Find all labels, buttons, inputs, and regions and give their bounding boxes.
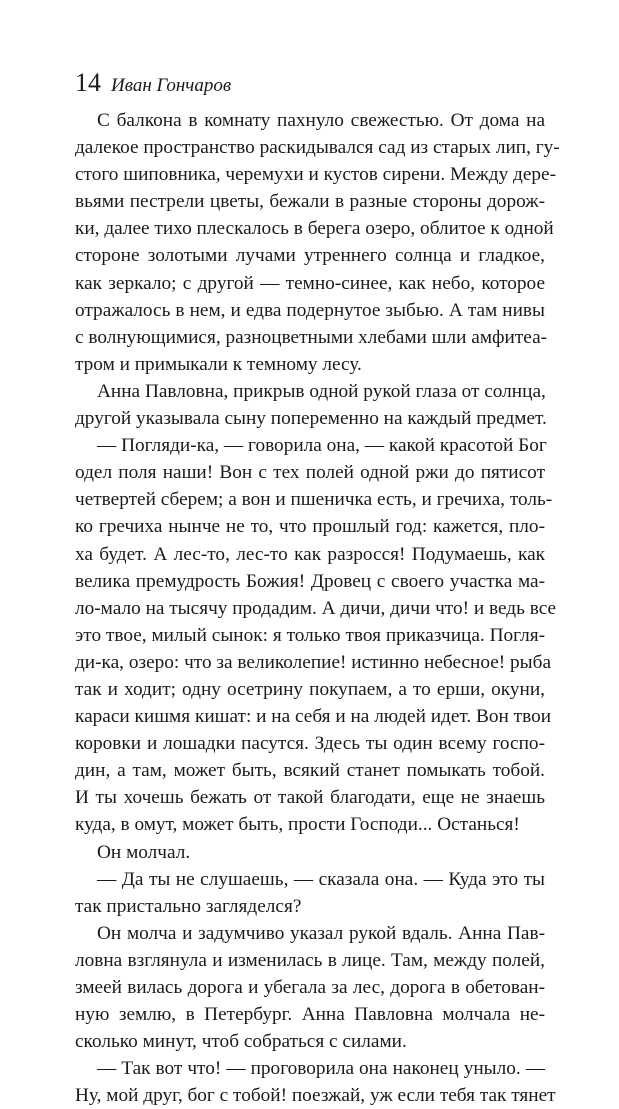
text-line: С балкона в комнату пахнуло свежестью. От дома на <box>97 110 545 131</box>
running-head-author: Иван Гончаров <box>111 75 232 96</box>
text-line: ко гречиха нынче не то, что прошлый год: кажется, пло- <box>75 516 545 538</box>
text-line: так пристально загляделся? <box>75 895 302 917</box>
text-line: далекое пространство раскидывался сад из старых лип, гу- <box>75 137 560 159</box>
text-line: Анна Павловна, прикрыв одной рукой глаза от солнца, <box>97 380 546 402</box>
text-line: Он молча и задумчиво указал рукой вдаль. Анна Пав- <box>97 922 545 944</box>
text-line: сколько минут, чтоб собраться с силами. <box>75 1031 407 1053</box>
text-line: ха будет. А лес-то, лес-то как разросся! Подумаешь, как <box>75 543 545 565</box>
text-line: куда, в омут, может быть, прости Господи... Останься! <box>75 814 520 836</box>
text-line: как зеркало; с другой — темно-синее, как небо, которое <box>75 272 545 294</box>
text-line: — Погляди-ка, — говорила она, — какой красотой Бог <box>97 435 547 457</box>
text-line: стороне золотыми лучами утреннего солнца и гладкое, <box>75 245 545 267</box>
running-head <box>75 68 231 101</box>
text-line: дин, а там, может быть, всякий станет помыкать тобой. <box>75 760 545 782</box>
text-line: ки, далее тихо плескалось в берега озеро, облитое к одной <box>75 218 554 240</box>
text-line: коровки и лошадки пасутся. Здесь ты один всему госпо- <box>75 733 545 755</box>
text-line: это твое, милый сынок: я только твоя приказчица. Погля- <box>75 624 545 646</box>
text-line: ло-мало на тысячу продадим. А дичи, дичи что! и ведь все <box>75 597 557 619</box>
text-line: велика премудрость Божия! Дровец с своего участка ма- <box>75 570 545 592</box>
text-line: Ну, мой друг, бог с тобой! поезжай, уж если тебя так тянет <box>75 1085 556 1107</box>
text-line: одел поля наши! Вон с тех полей одной ржи до пятисот <box>75 462 545 484</box>
text-line: отражалось в нем, и едва подернутое зыбью. А там нивы <box>75 299 545 321</box>
text-line: Он молчал. <box>97 841 191 863</box>
text-line: ную землю, в Петербург. Анна Павловна молчала не- <box>75 1004 545 1026</box>
text-line: другой указывала сыну попеременно на каждый предмет. <box>75 408 547 430</box>
text-line: ди-ка, озеро: что за великолепие! истинно небесное! рыба <box>75 651 552 673</box>
text-line: стого шиповника, черемухи и кустов сирени. Между дере- <box>75 164 557 186</box>
text-line: — Так вот что! — проговорила она наконец уныло. — <box>97 1058 545 1080</box>
page-number: 14 <box>75 68 101 97</box>
body-text <box>75 107 560 1109</box>
text-line: так и ходит; одну осетрину покупаем, а то ерши, окуни, <box>75 678 545 700</box>
text-line: ловна взглянула и изменилась в лице. Там, между полей, <box>75 949 545 971</box>
text-line: караси кишмя кишат: и на себя и на людей идет. Вон твои <box>75 706 552 728</box>
text-line: четвертей сберем; а вон и пшеничка есть, и гречиха, толь- <box>75 489 553 511</box>
text-line: с волнующимися, разноцветными хлебами шли амфитеа- <box>75 326 548 348</box>
text-line: вьями пестрели цветы, бежали в разные стороны дорож- <box>75 191 545 213</box>
text-line: И ты хочешь бежать от такой благодати, еще не знаешь <box>75 787 545 809</box>
text-line: тром и примыкали к темному лесу. <box>75 353 362 375</box>
text-line: — Да ты не слушаешь, — сказала она. — Куда это ты <box>97 868 545 890</box>
text-line: змеей вилась дорога и убегала за лес, дорога в обетован- <box>75 977 545 998</box>
